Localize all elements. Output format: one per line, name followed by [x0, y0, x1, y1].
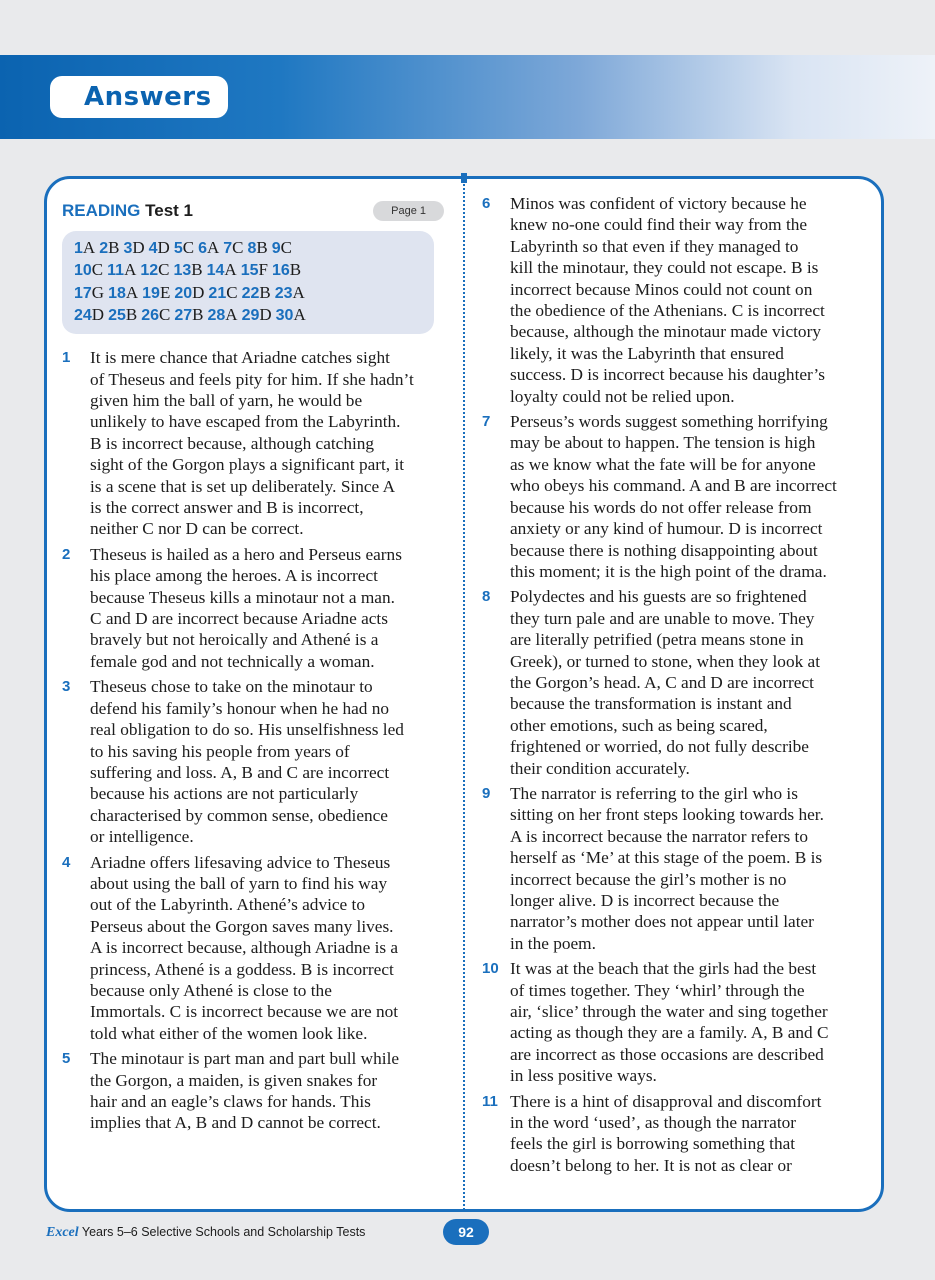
answer-key-item: [241, 260, 268, 279]
answer-key-item: [149, 238, 170, 257]
explanation-line: the Gorgon’s head. A, C and D are incorrect: [510, 672, 814, 692]
explanation-line: because only Athené is close to the: [90, 980, 332, 1000]
answer-key-item: [108, 283, 138, 302]
footer-brand: Excel: [46, 1225, 79, 1240]
explanation-line: out of the Labyrinth. Athené’s advice to: [90, 895, 365, 915]
answer-key-number: 18: [108, 284, 126, 302]
answer-key-number: 7: [223, 240, 233, 257]
explanation-line: or intelligence.: [90, 827, 194, 847]
explanation-line: frightened or worried, do not fully describe: [510, 737, 809, 757]
answer-explanation: [482, 586, 870, 779]
right-answer-list: [482, 193, 870, 1176]
explanation-line: Minos was confident of victory because he: [510, 194, 807, 213]
explanation-line: suffering and loss. A, B and C are incorrect: [90, 762, 390, 782]
answer-key-letter: A: [125, 282, 139, 302]
answer-key-item: [276, 305, 306, 324]
explanation-line: feels the girl is borrowing something that: [510, 1134, 796, 1154]
footer-text: Years 5–6 Selective Schools and Scholarship Tests: [78, 1225, 366, 1239]
left-column: [62, 196, 446, 1138]
explanation-text: [510, 783, 824, 954]
explanation-line: loyalty could not be relied upon.: [510, 386, 735, 406]
explanation-line: It was at the beach that the girls had the best: [510, 959, 817, 979]
answer-key-item: [248, 238, 268, 257]
answer-key-letter: C: [232, 238, 244, 257]
answer-key-number: 13: [173, 262, 192, 280]
answer-key-number: 28: [207, 306, 226, 324]
explanation-line: is the correct answer and B is incorrect,: [90, 498, 364, 518]
answer-key-item: [108, 305, 137, 324]
explanation-line: neither C nor D can be correct.: [90, 519, 304, 539]
explanation-text: [90, 852, 398, 1045]
answer-explanation: [62, 676, 446, 847]
explanation-line: anxiety or any kind of humour. D is incorrect: [510, 519, 823, 539]
answer-key-row: [74, 259, 424, 281]
answer-key-letter: A: [82, 238, 96, 257]
answer-explanation: [62, 852, 446, 1045]
answer-key-number: 27: [174, 306, 193, 324]
explanation-line: hair and an eagle’s claws for hands. This: [90, 1092, 371, 1111]
answer-key-letter: C: [91, 260, 104, 280]
answer-key-letter: G: [91, 282, 105, 302]
explanation-line: of Theseus and feels pity for him. If she hadn’t: [90, 369, 414, 389]
section-header: [62, 196, 446, 226]
answer-explanation: [482, 1091, 870, 1177]
answer-key-item: [174, 305, 203, 324]
explanation-line: success. D is incorrect because his daughter’s: [510, 365, 825, 385]
right-column: [482, 193, 870, 1180]
explanation-line: sight of the Gorgon plays a significant part, it: [90, 455, 405, 475]
answer-key-letter: A: [206, 238, 220, 257]
answer-key-letter: F: [258, 260, 268, 280]
answer-explanation: [482, 193, 870, 407]
explanation-line: defend his family’s honour when he had no: [90, 698, 389, 718]
column-divider: [463, 180, 465, 1210]
explanation-line: may be about to happen. The tension is high: [510, 433, 816, 453]
explanation-line: likely, it was the Labyrinth that ensured: [510, 343, 784, 363]
explanation-line: because the transformation is instant and: [510, 694, 792, 714]
answer-key-letter: B: [256, 238, 268, 257]
answer-key-number: 17: [74, 284, 92, 302]
explanation-line: is a scene that is set up deliberately. Since A: [90, 476, 396, 496]
footer: [46, 1225, 365, 1241]
explanation-line: Labyrinth so that even if they managed to: [510, 236, 799, 256]
explanation-line: incorrect because Minos could not count on: [510, 279, 813, 299]
answer-key-item: [99, 238, 119, 257]
answer-key-row: [74, 237, 424, 259]
question-number: 11: [482, 1092, 498, 1110]
answer-key-number: 6: [198, 240, 207, 257]
answer-key-number: 25: [108, 306, 126, 324]
explanation-line: Polydectes and his guests are so frightened: [510, 587, 807, 607]
divider-marker: [461, 173, 467, 183]
answer-key-item: [272, 260, 301, 279]
answer-key-letter: C: [159, 304, 171, 324]
answer-key-item: [141, 305, 170, 324]
answer-key-item: [198, 238, 219, 257]
answer-key-number: 5: [173, 240, 183, 257]
question-number: 5: [62, 1050, 71, 1068]
explanation-line: C and D are incorrect because Ariadne acts: [90, 609, 388, 629]
answer-key-number: 14: [206, 262, 225, 280]
answer-key-row: [74, 282, 424, 304]
explanation-line: Perseus’s words suggest something horrifying: [510, 412, 828, 432]
answer-explanation: [482, 958, 870, 1086]
answer-key-number: 12: [140, 262, 159, 280]
explanation-line: characterised by common sense, obedience: [90, 805, 388, 825]
explanation-line: It is mere chance that Ariadne catches sight: [90, 348, 390, 368]
explanation-line: because, although the minotaur made victory: [510, 322, 821, 342]
answer-key-item: [275, 283, 305, 302]
answer-key-number: 16: [271, 262, 290, 280]
explanation-line: herself as ‘Me’ at this stage of the poem. B is: [510, 848, 823, 868]
explanation-text: [90, 544, 402, 672]
answer-key-number: 22: [241, 284, 260, 302]
explanation-line: in less positive ways.: [510, 1066, 657, 1086]
question-number: 6: [482, 195, 491, 212]
explanation-text: [510, 411, 837, 582]
explanation-line: about using the ball of yarn to find his way: [90, 873, 388, 893]
answer-key-number: 19: [142, 284, 160, 302]
answer-key-letter: D: [132, 238, 145, 257]
page-number: 92: [443, 1219, 489, 1245]
explanation-line: this moment; it is the high point of the drama.: [510, 561, 827, 581]
answer-key-item: [140, 260, 169, 279]
explanation-line: they turn pale and are unable to move. They: [510, 608, 815, 628]
answer-key-item: [173, 260, 202, 279]
explanation-text: [90, 676, 404, 847]
question-number: 4: [62, 853, 71, 871]
page-badge: Page 1: [373, 201, 444, 221]
explanation-line: are incorrect as those occasions are described: [510, 1044, 824, 1064]
explanation-line: their condition accurately.: [510, 758, 690, 778]
question-number: 7: [482, 413, 491, 431]
answer-key-item: [174, 283, 204, 302]
left-answer-list: [62, 347, 446, 1134]
answer-key-letter: B: [289, 260, 302, 280]
explanation-line: because his actions are not particularly: [90, 784, 359, 804]
answer-key-item: [74, 305, 104, 324]
answer-key-item: [123, 238, 144, 257]
answer-key-letter: A: [292, 282, 305, 302]
explanation-line: as we know what the fate will be for anyone: [510, 454, 816, 474]
explanation-text: [90, 347, 414, 540]
explanation-line: other emotions, such as being scared,: [510, 715, 768, 735]
explanation-line: The minotaur is part man and part bull while: [90, 1049, 400, 1069]
section-test: Test 1: [145, 201, 194, 220]
explanation-line: Theseus is hailed as a hero and Perseus earns: [90, 544, 402, 564]
answer-key-item: [207, 260, 237, 279]
answer-key-letter: C: [158, 260, 170, 280]
explanation-line: implies that A, B and D cannot be correct.: [90, 1113, 381, 1133]
explanation-text: [510, 1091, 821, 1177]
answer-key-letter: A: [225, 304, 238, 324]
answer-key-item: [74, 238, 95, 257]
answer-key-number: 10: [74, 262, 92, 280]
answer-key-number: 20: [174, 284, 193, 302]
answer-key-letter: A: [224, 260, 237, 280]
explanation-line: because his words do not offer release from: [510, 497, 812, 517]
answer-key-number: 15: [240, 262, 259, 280]
explanation-line: bravely but not heroically and Athené is a: [90, 630, 379, 650]
answer-key-letter: C: [280, 238, 292, 257]
answer-key-number: 30: [275, 306, 294, 324]
explanation-line: real obligation to do so. His unselfishness led: [90, 720, 404, 740]
explanation-line: The narrator is referring to the girl who is: [510, 783, 798, 803]
answer-key-letter: D: [91, 304, 105, 324]
explanation-line: Theseus chose to take on the minotaur to: [90, 677, 373, 697]
explanation-line: told what either of the women look like.: [90, 1023, 368, 1043]
explanation-line: in the word ‘used’, as though the narrator: [510, 1113, 797, 1133]
answer-key-number: 26: [141, 306, 160, 324]
answer-explanation: [62, 1048, 446, 1134]
question-number: 9: [482, 784, 491, 802]
answer-key-item: [223, 238, 243, 257]
answer-key-number: 2: [99, 240, 109, 257]
explanation-line: the Gorgon, a maiden, is given snakes for: [90, 1070, 378, 1090]
explanation-line: A is incorrect because, although Ariadne is a: [90, 938, 399, 958]
answer-key-letter: E: [159, 282, 171, 302]
answer-key-letter: B: [191, 260, 203, 280]
explanation-line: Perseus about the Gorgon saves many lives.: [90, 916, 394, 936]
section-subject: READING: [62, 201, 141, 220]
answer-key-letter: D: [192, 282, 205, 302]
explanation-line: of times together. They ‘whirl’ through the: [510, 980, 805, 1000]
answer-key-letter: A: [124, 260, 137, 280]
answer-key-row: [74, 304, 424, 326]
explanation-line: kill the minotaur, they could not escape. B is: [510, 258, 819, 278]
explanation-line: Immortals. C is incorrect because we are not: [90, 1002, 399, 1022]
explanation-line: acting as though they are a family. A, B and C: [510, 1023, 829, 1043]
explanation-line: to his saving his people from years of: [90, 741, 350, 761]
explanation-line: who obeys his command. A and B are incorrect: [510, 476, 837, 496]
explanation-line: incorrect because the girl’s mother is no: [510, 869, 787, 889]
answer-key-number: 21: [208, 284, 227, 302]
answer-key-number: 8: [247, 240, 257, 257]
answer-key-letter: B: [125, 304, 138, 324]
answer-key-item: [74, 260, 103, 279]
explanation-line: unlikely to have escaped from the Labyrinth.: [90, 412, 401, 432]
explanation-text: [510, 193, 825, 407]
answer-key-item: [208, 283, 237, 302]
question-number: 10: [482, 960, 499, 978]
answer-key-letter: D: [157, 238, 170, 257]
explanation-line: given him the ball of yarn, he would be: [90, 391, 363, 410]
answer-explanation: [62, 347, 446, 540]
answer-key-number: 29: [241, 306, 260, 324]
page-title: Answers: [50, 76, 228, 118]
answer-key-number: 9: [271, 240, 281, 257]
explanation-line: A is incorrect because the narrator refers to: [510, 826, 808, 846]
answer-key-letter: C: [226, 282, 238, 302]
explanation-line: female god and not technically a woman.: [90, 651, 375, 671]
answer-key-letter: B: [192, 304, 204, 324]
explanation-line: narrator’s mother does not appear until later: [510, 912, 814, 932]
explanation-line: his place among the heroes. A is incorrect: [90, 566, 378, 586]
answer-key-item: [74, 283, 104, 302]
explanation-line: princess, Athené is a goddess. B is incorrect: [90, 959, 394, 979]
answer-key-box: [62, 231, 434, 334]
explanation-line: the obedience of the Athenians. C is incorrect: [510, 301, 825, 321]
question-number: 2: [62, 545, 71, 563]
answer-key-number: 11: [107, 262, 125, 280]
explanation-line: because Theseus kills a minotaur not a man.: [90, 587, 395, 607]
explanation-line: air, ‘slice’ through the water and sing together: [510, 1002, 828, 1022]
answer-key-number: 3: [123, 240, 133, 257]
explanation-line: are literally petrified (petra means stone in: [510, 630, 804, 650]
answer-key-item: [272, 238, 292, 257]
explanation-line: Greek), or turned to stone, when they look at: [510, 651, 821, 671]
answer-key-item: [107, 260, 136, 279]
answer-key-number: 4: [148, 240, 158, 257]
explanation-text: [510, 958, 829, 1086]
explanation-line: doesn’t belong to her. It is not as clear or: [510, 1155, 792, 1175]
explanation-line: sitting on her front steps looking towards her.: [510, 805, 824, 825]
explanation-line: because there is nothing disappointing about: [510, 540, 818, 560]
answer-key-number: 1: [74, 240, 83, 257]
answer-key-letter: B: [259, 282, 271, 302]
explanation-line: Ariadne offers lifesaving advice to Theseus: [90, 852, 391, 872]
answer-explanation: [482, 783, 870, 954]
explanation-text: [90, 1048, 399, 1134]
question-number: 3: [62, 678, 71, 696]
answer-key-item: [142, 283, 170, 302]
answer-key-number: 24: [74, 306, 92, 324]
question-number: 1: [62, 349, 71, 367]
answer-key-letter: C: [182, 238, 195, 257]
explanation-text: [510, 586, 820, 779]
section-title: [62, 201, 193, 221]
question-number: 8: [482, 588, 491, 606]
answer-key-item: [174, 238, 194, 257]
explanation-line: B is incorrect because, although catching: [90, 433, 375, 453]
explanation-line: knew no-one could find their way from the: [510, 215, 808, 235]
answer-explanation: [482, 411, 870, 582]
answer-explanation: [62, 544, 446, 672]
answer-key-letter: D: [259, 304, 272, 324]
explanation-line: in the poem.: [510, 933, 596, 953]
answer-key-number: 23: [274, 284, 293, 302]
answer-key-item: [242, 283, 271, 302]
explanation-line: There is a hint of disapproval and discomfort: [510, 1091, 822, 1111]
answer-key-item: [242, 305, 272, 324]
explanation-line: longer alive. D is incorrect because the: [510, 891, 780, 910]
answer-key-item: [208, 305, 238, 324]
answer-key-letter: B: [108, 238, 120, 257]
answer-key-letter: A: [293, 304, 306, 324]
